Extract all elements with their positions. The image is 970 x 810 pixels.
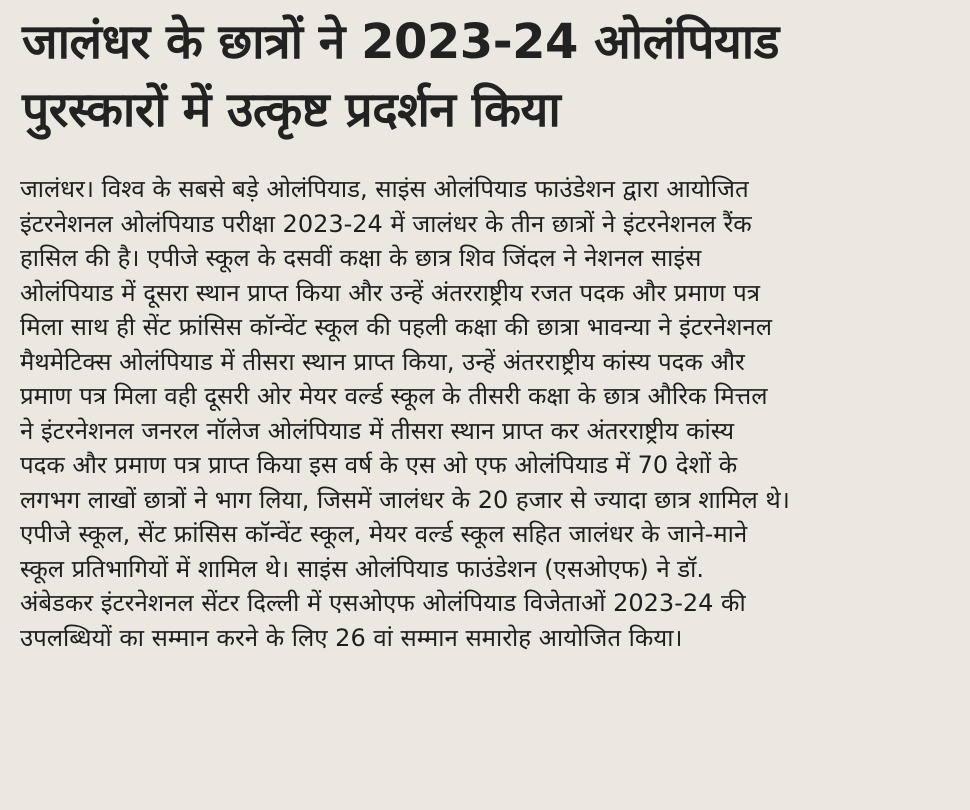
article-headline (22, 8, 922, 144)
headline-line-1: जालंधर के छात्रों ने 2023-24 ओलंपियाड (22, 14, 779, 70)
body-line: ने इंटरनेशनल जनरल नॉलेज ओलंपियाड में तीसरा स्थान प्राप्त कर अंतरराष्ट्रीय कांस्य (20, 416, 734, 445)
body-line: लगभग लाखों छात्रों ने भाग लिया, जिसमें जालंधर के 20 हजार से ज्यादा छात्र शामिल थे। (20, 485, 790, 514)
body-line: स्कूल प्रतिभागियों में शामिल थे। साइंस ओलंपियाड फाउंडेशन (एसओएफ) ने डॉ. (20, 554, 704, 583)
body-line: मैथमेटिक्स ओलंपियाड में तीसरा स्थान प्राप्त किया, उन्हें अंतरराष्ट्रीय कांस्य पदक और (20, 347, 745, 376)
article-body (20, 172, 955, 655)
body-line: जालंधर। विश्व के सबसे बड़े ओलंपियाड, साइंस ओलंपियाड फाउंडेशन द्वारा आयोजित (20, 175, 749, 203)
body-line: इंटरनेशनल ओलंपियाड परीक्षा 2023-24 में जालंधर के तीन छात्रों ने इंटरनेशनल रैंक (20, 209, 752, 238)
body-line: प्रमाण पत्र मिला वही दूसरी ओर मेयर वर्ल्ड स्कूल के तीसरी कक्षा के छात्र औरिक मित्तल (20, 382, 768, 410)
body-line: पदक और प्रमाण पत्र प्राप्त किया इस वर्ष के एस ओ एफ ओलंपियाड में 70 देशों के (20, 451, 738, 479)
body-line: ओलंपियाड में दूसरा स्थान प्राप्त किया और उन्हें अंतरराष्ट्रीय रजत पदक और प्रमाण पत्र (20, 278, 761, 307)
body-line: मिला साथ ही सेंट फ्रांसिस कॉन्वेंट स्कूल की पहली कक्षा की छात्रा भावन्या ने इंटरनेशनल (20, 313, 773, 341)
body-line: एपीजे स्कूल, सेंट फ्रांसिस कॉन्वेंट स्कूल, मेयर वर्ल्ड स्कूल सहित जालंधर के जाने-माने (20, 520, 748, 548)
body-line: उपलब्धियों का सम्मान करने के लिए 26 वां सम्मान समारोह आयोजित किया। (20, 623, 683, 652)
headline-line-2: पुरस्कारों में उत्कृष्ट प्रदर्शन किया (22, 82, 561, 138)
body-line: अंबेडकर इंटरनेशनल सेंटर दिल्ली में एसओएफ ओलंपियाड विजेताओं 2023-24 की (20, 589, 746, 617)
body-line: हासिल की है। एपीजे स्कूल के दसवीं कक्षा के छात्र शिव जिंदल ने नेशनल साइंस (20, 244, 702, 272)
